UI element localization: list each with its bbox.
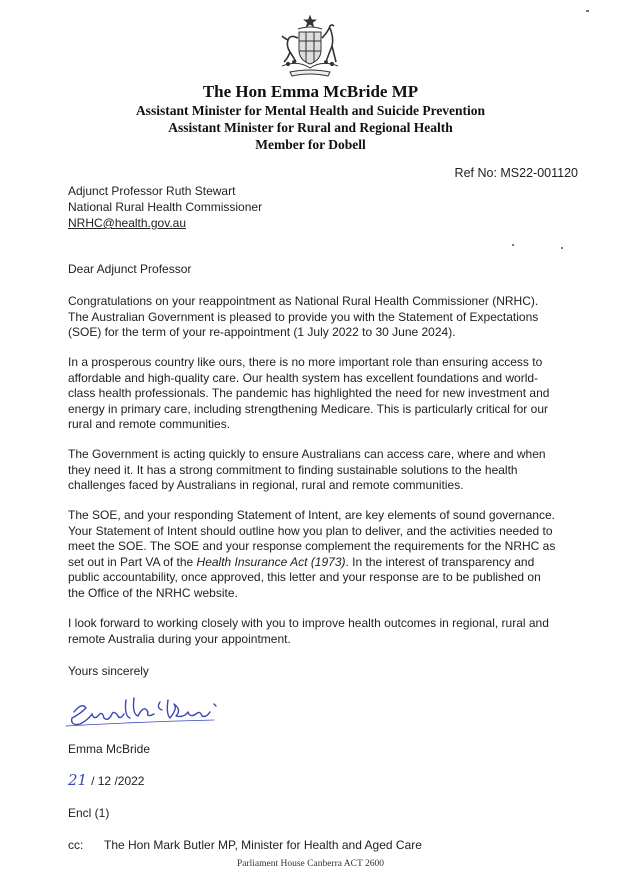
paragraph-soe-governance: The SOE, and your responding Statement of Intent, are key elements of sound governance. Your Statement of Intent should outline how you plan to deliver, and the activities needed to meet the SOE. The SOE and your response complement the requirements for the NRHC as set out in Part VA of the Health Insurance Act (1973). In the interest of transparency and public accountability, once approved, this letter and your response are to be published on the Office of the NRHC website. xyxy=(68,508,556,600)
paragraph-prosperous-country: In a prosperous country like ours, there is no more important role than ensuring access to affordable and high-quality care. Our health system has excellent foundations and world-class health professionals. The pandemic has highlighted the need for new investment and energy in primary care, including strengthening Medicare. This is particularly critical for our rural and remote communities. xyxy=(68,355,550,431)
scan-speck xyxy=(512,244,514,246)
minister-title-1: Assistant Minister for Mental Health and Suicide Prevention xyxy=(135,103,486,118)
recipient-role: National Rural Health Commissioner xyxy=(68,200,263,214)
handwritten-signature xyxy=(64,692,234,732)
cc-recipient: The Hon Mark Butler MP, Minister for Health and Aged Care xyxy=(104,838,422,852)
minister-title-2: Assistant Minister for Rural and Regional Health xyxy=(168,120,453,135)
recipient-email-link[interactable]: NRHC@health.gov.au xyxy=(68,216,187,230)
enclosure: Encl (1) xyxy=(68,806,110,820)
recipient-name: Adjunct Professor Ruth Stewart xyxy=(68,184,236,198)
paragraph-government-acting: The Government is acting quickly to ensure Australians can access care, where and when they need it. It has a strong commitment to finding sustainable solutions to the health challenges faced by Australians in regional, rural and remote communities. xyxy=(68,447,546,492)
scan-speck xyxy=(561,247,563,249)
salutation: Dear Adjunct Professor xyxy=(68,262,192,276)
paragraph-congratulations: Congratulations on your reappointment as National Rural Health Commissioner (NRHC). The Australian Government is pleased to provide you with the Statement of Expectations (SOE) for the term of your re-appointment (1 July 2022 to 30 June 2024). xyxy=(68,294,539,339)
closing: Yours sincerely xyxy=(68,664,149,678)
coat-of-arms-icon xyxy=(268,14,352,80)
minister-title-3: Member for Dobell xyxy=(255,137,366,152)
date-day-handwritten: 21 xyxy=(68,771,88,789)
date-month-year: / 12 /2022 xyxy=(91,774,145,788)
reference-number: Ref No: MS22-001120 xyxy=(454,166,578,180)
paragraph-look-forward: I look forward to working closely with you to improve health outcomes in regional, rural and remote Australia during your appointment. xyxy=(68,616,549,646)
footer-address: Parliament House Canberra ACT 2600 xyxy=(236,859,385,869)
act-title: Health Insurance Act (1973) xyxy=(196,554,346,569)
scan-speck xyxy=(586,10,589,12)
letter-date xyxy=(68,773,144,790)
minister-name: The Hon Emma McBride MP xyxy=(202,82,419,101)
signatory-name: Emma McBride xyxy=(68,742,151,756)
cc-label: cc: xyxy=(68,838,84,852)
